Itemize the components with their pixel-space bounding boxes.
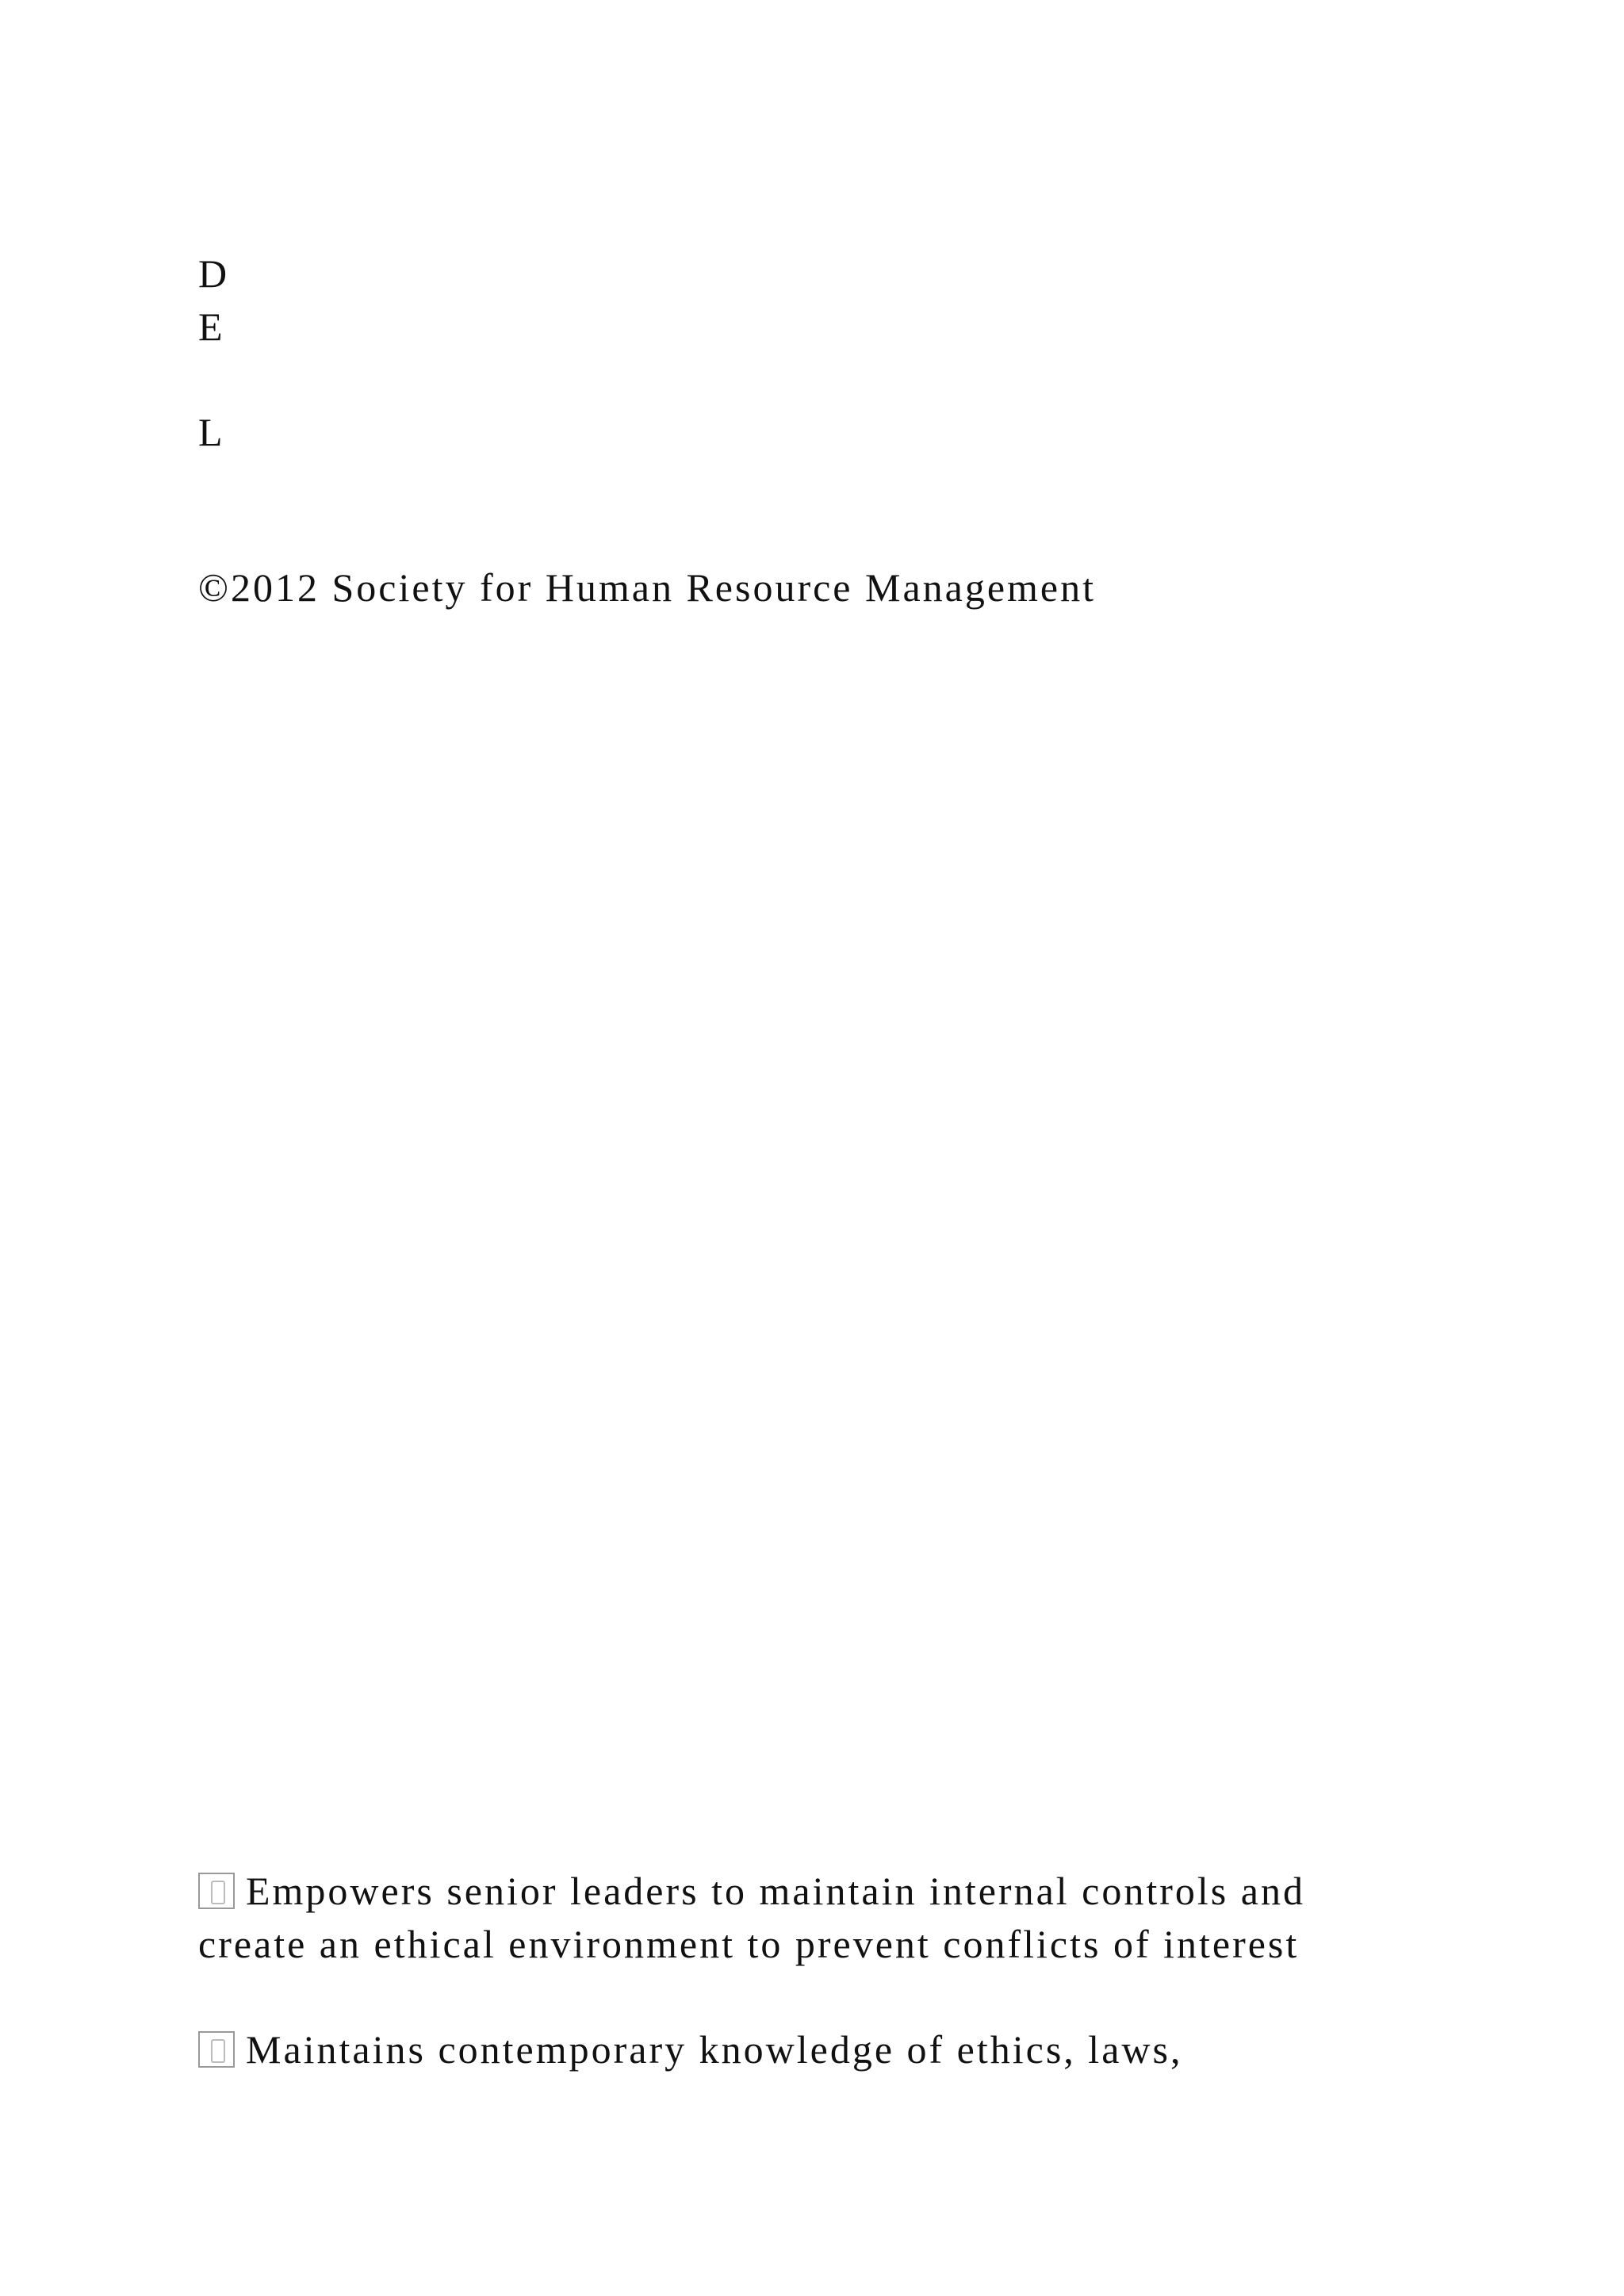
bullet-text: Empowers senior leaders to maintain internal controls and — [246, 1869, 1305, 1913]
bullet-item-2-line-1 — [198, 2023, 1182, 2076]
bullet-text: Maintains contemporary knowledge of ethics, laws, — [246, 2027, 1183, 2072]
copyright-notice: ©2012 Society for Human Resource Management — [198, 565, 1097, 610]
missing-glyph-icon — [198, 1873, 235, 1909]
letter-d: D — [198, 251, 228, 296]
bullet-item-1-line-2: create an ethical environment to prevent conflicts of interest — [198, 1922, 1300, 1966]
letter-l: L — [198, 410, 223, 454]
missing-glyph-icon — [198, 2031, 235, 2068]
letter-e: E — [198, 304, 223, 349]
bullet-item-1-line-1 — [198, 1865, 1305, 1917]
